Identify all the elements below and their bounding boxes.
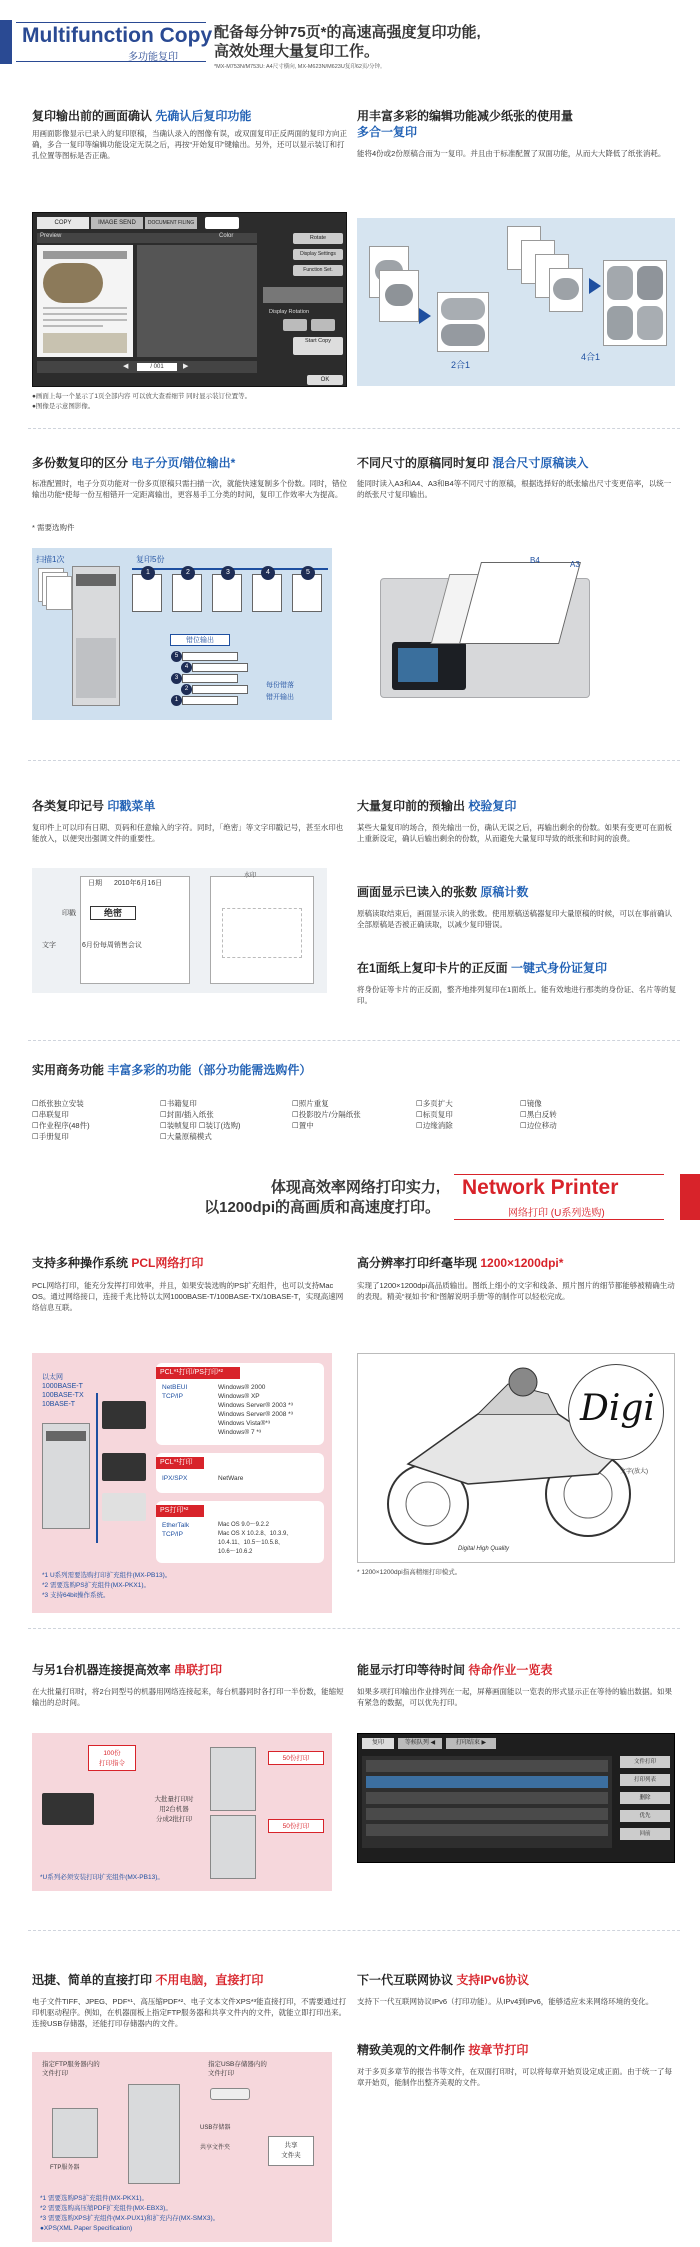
zoom-caption: 文字(放大) [620,1469,648,1475]
feature-item: ☐投影胶片/分隔纸张 [292,1110,361,1119]
n-up-title: 用丰富多彩的编辑功能减少纸张的使用量 多合一复印 [357,109,574,139]
set-number-badge: 3 [221,566,235,580]
queue-row-selected[interactable] [366,1776,608,1788]
shared-folder-icon: 共享 文件夹 [268,2136,314,2166]
windows-os-list: Windows® 2000 Windows® XP Windows Server® 2003 *³ Windows Server® 2008 *³ Windows Vista®*³ Windows® 7 *³ [218,1384,293,1436]
protocol-ethertalk-tcpip: EtherTalk TCP/IP [162,1522,190,1538]
tab-document-filing[interactable]: DOCUMENT FILING [145,217,197,229]
copy-5-label: 复印5份 [136,555,165,564]
chapter-print-body: 对于多页多章节的报告书等文件，在双面打印时，可以将每章开始页设定成正面。由于统一了每章开始页，能制作出整齐美观的文件。 [357,2067,672,2087]
zoomed-text: Digi [580,1388,655,1429]
fruit-image [607,266,633,300]
mac-os-list: Mac OS 9.0～9.2.2 Mac OS X 10.2.8、10.3.9、 10.4.11、10.5～10.5.8、 10.6～10.6.2 [218,1522,293,1555]
stamp-diagram [32,868,327,993]
feature-item: ☐镜像 [520,1099,542,1108]
usb-stick-icon [210,2088,250,2100]
offset-output-label: 错位输出 [170,634,230,646]
shared-folder-label: 共享文件夹 [200,2145,231,2151]
stamp-body: 复印件上可以印有日期、页码和任意输入的字符。同时，「绝密」等文字印戳记号，甚至水印也能放入，以便突出强调文件的重要性。 [32,823,344,843]
printer-b [210,1815,256,1879]
text-label: 文字 [42,942,56,949]
header-footnote: *MX-M753N/M753U: A4尺寸横向, MX-M623N/M623U复印62页/分钟。 [214,64,386,70]
feature-item: ☐边位移动 [520,1121,557,1130]
text-line [43,325,103,327]
feature-item: ☐装帧复印 ☐装订(选购) [160,1121,241,1130]
ethernet-label: 以太网 1000BASE-T 100BASE-TX 10BASE-T [42,1374,84,1408]
a3-label: A3 [570,560,580,569]
feature-item: ☐串联复印 [32,1110,69,1119]
function-set-button[interactable]: Function Set. [293,265,343,276]
fruit-image [441,298,485,320]
print-50-b: 50份打印 [268,1819,324,1833]
fruit-image [441,324,485,346]
stamp-confidential: 绝密 [90,906,136,920]
offset-stack [174,652,252,716]
fruit-image [637,266,663,300]
next-page-icon[interactable]: ▶ [183,363,189,370]
feature-item: ☐封面/插入纸张 [160,1110,214,1119]
ftp-print-label: 指定FTP服务器内的 文件打印 [42,2061,100,2077]
print-list-button[interactable]: 打印列表 [620,1774,670,1786]
high-res-illustration [357,1353,675,1563]
proof-copy-body: 某些大量复印的场合，预先输出一份，确认无误之后，再输出剩余的份数。如果有变更可在面板上重新设定，确认后输出剩余的份数，从而避免大量复印导致的纸张和时间的浪费。 [357,823,672,843]
feature-list-col-4 [416,1098,453,1131]
ipv6-title: 下一代互联网协议 支持IPv6协议 [357,1973,530,1987]
fruit-image [385,284,413,306]
set-number-badge: 3 [171,673,182,684]
direct-print-diagram [32,2052,332,2242]
feature-list-col-2 [160,1098,241,1142]
set-number-badge: 2 [181,684,192,695]
right-button-column [263,233,343,357]
high-res-title: 高分辨率打印纤毫毕现 1200×1200dpi* [357,1256,564,1270]
back-button[interactable]: 回前 [620,1828,670,1840]
feature-item: ☐纸张独立安装 [32,1099,84,1108]
mixed-originals-title: 不同尺寸的原稿同时复印 混合尺寸原稿读入 [357,456,589,470]
display-rotation-label: Display Rotation [269,309,310,315]
watermark-label: 水印 [244,873,257,879]
offset-sheet [174,674,238,683]
chapter-print-title: 精致美观的文件制作 按章节打印 [357,2043,529,2057]
text-value: 6月份每周销售会议 [82,942,142,949]
watermark-mark [222,908,302,958]
arrow-icon [419,308,431,324]
direct-print-body: 电子文件TIFF、JPEG、PDF*¹、高压缩PDF*²、电子文本文件XPS*³能直接打印，不需要通过打印机驱动程序。例如，在机器面板上指定FTP服务器和共享文件内的文件，就能立即打印出来。连接USB存储器，还能打印存储器内的文件。 [32,1997,347,2028]
sets-row [132,569,328,614]
page-photo-strip [43,333,127,353]
divider [28,760,680,761]
usb-print-label: 指定USB存储器内的 文件打印 [208,2061,267,2077]
ps-tag: PS打印*² [156,1505,204,1517]
business-features-title: 实用商务功能 丰富多彩的功能（部分功能需选购件） [32,1063,312,1077]
preview-canvas [137,245,257,357]
copy-set [212,569,242,612]
direct-note-2: *2 需要选购高压缩PDF扩充组件(MX-EBX3)。 [40,2205,172,2212]
divider [28,428,680,429]
pcl-box [156,1453,324,1493]
direct-print-title: 迅捷、简单的直接打印 不用电脑，直接打印 [32,1973,264,1987]
file-print-button[interactable]: 文件打印 [620,1756,670,1768]
tab-copy[interactable]: COPY [37,217,89,229]
feature-list-col-1 [32,1098,90,1142]
network-accent-bar [680,1174,700,1220]
copy-set [252,569,282,612]
feature-list-col-3 [292,1098,361,1131]
feature-item: ☐置中 [292,1121,314,1130]
tab-image-send[interactable]: IMAGE SEND [91,217,143,229]
pcl-note-1: *1 U系列需要选购打印扩充组件(MX-PB13)。 [42,1572,172,1579]
pcl-tag: PCL*¹打印 [156,1457,204,1469]
priority-button[interactable]: 优先 [620,1810,670,1822]
divider [28,1628,680,1629]
offset-sheet [184,685,248,694]
set-number-badge: 4 [181,662,192,673]
preview-note-1: ●画面上每一个显示了1页全部内容 可以放大查看细节 同时显示装订位置等。 [32,393,252,400]
copier-trays [76,638,116,698]
prev-page-icon[interactable]: ◀ [123,363,129,370]
arrow-icon [589,278,601,294]
network-headline-1: 体现高效率网络打印实力, [270,1179,440,1196]
tandem-diagram [32,1733,332,1891]
rotate-left-button[interactable] [283,319,307,331]
b4-label: B4 [530,556,540,565]
printer-a [210,1747,256,1811]
feature-item: ☐书籍复印 [160,1099,197,1108]
delete-button[interactable]: 删除 [620,1792,670,1804]
start-copy-button[interactable]: Start Copy [293,337,343,355]
ipv6-body: 支持下一代互联网协议IPv6（打印功能）。从IPv4到IPv6，能够适应未来网络环境的变化。 [357,1997,654,2006]
tandem-print-title: 与另1台机器连接提高效率 串联打印 [32,1663,223,1677]
feature-item: ☐黑白反转 [520,1110,557,1119]
copy-set [292,569,322,612]
tab-complete[interactable]: 打印结束 ▶ [446,1738,496,1749]
fruit-image [637,306,663,340]
tab-copy[interactable]: 复印 [362,1738,394,1749]
sharp-osa-logo [205,217,239,229]
protocol-ipx-spx: IPX/SPX [162,1475,188,1482]
ftp-server-icon [52,2108,98,2158]
divider [28,1040,680,1041]
protocol-netbeui-tcpip: NetBEUI TCP/IP [162,1384,188,1400]
job-queue-screen [357,1733,675,1863]
color-label: Color [219,233,234,239]
page-nav-bar [37,361,257,373]
set-number-badge: 1 [171,695,182,706]
sort-offset-note: * 需要选购件 [32,523,75,532]
pcl-os-diagram [32,1353,332,1613]
set-number-badge: 5 [171,651,182,662]
laptop-icon [42,1793,94,1825]
print-100-bubble: 100份 打印指令 [88,1745,136,1771]
stamped-page [80,876,190,984]
network-headline-2: 以1200dpi的高画质和高速度打印。 [204,1199,440,1216]
fruit-image [553,278,579,300]
date-value: 2010年6月16日 [114,880,163,887]
ok-button[interactable]: OK [307,375,343,385]
id-card-copy-title: 在1面纸上复印卡片的正反面 一键式身份证复印 [357,961,608,975]
page-subtitle: 多功能复印 [128,52,178,63]
feature-item: ☐作业程序(48件) [32,1121,90,1130]
page-counter: / 001 [137,363,177,371]
feature-item: ☐大量原稿模式 [160,1132,212,1141]
id-card-copy-body: 将身份证等卡片的正反面，整齐地排列复印在1面纸上。能有效地进行那类的身份证、名片等的复印。 [357,985,677,1005]
job-queue-title: 能显示打印等待时间 待命作业一览表 [357,1663,553,1677]
copy-set [132,569,162,612]
pcl-body: PCL网络打印，能充分发挥打印效率，并且，如果安装选购的PS扩充组件，也可以支持Mac OS。通过网络接口，连接千兆比特以太网1000BASE-T/100BASE-TX/10BASE-T，实现高速网络信息互联。 [32,1281,344,1312]
divider [28,1930,680,1931]
network-line [96,1393,98,1543]
sort-offset-title: 多份数复印的区分 电子分页/错位输出* [32,456,236,470]
netware-os: NetWare [218,1475,244,1482]
rotate-right-button[interactable] [311,319,335,331]
tandem-print-body: 在大批量打印时，将2台同型号的机器用网络连接起来，每台机器同时各打印一半份数，能缩短输出的总时间。 [32,1687,344,1707]
pcl-note-3: *3 支持64bit操作系统。 [42,1592,110,1599]
text-line [43,319,127,321]
original-stack [46,576,72,610]
feature-item: ☐照片重复 [292,1099,329,1108]
mixed-originals-body: 能同时读入A3和A4、A3和B4等不同尺寸的原稿，根据选择好的纸张输出尺寸变更倍率，以统一的纸张尺寸复印输出。 [357,479,672,499]
scan-once-label: 扫描1次 [36,555,65,564]
original-count-title: 画面显示已读入的张数 原稿计数 [357,885,529,899]
four-in-one-label: 4合1 [581,352,601,362]
pcl-ps-tag: PCL*¹打印/PS打印*² [156,1367,240,1379]
queue-row[interactable] [366,1824,608,1836]
direct-note-3: *3 需要选购XPS扩充组件(MX-PUX1)和扩充内存(MX-SMX3)。 [40,2215,220,2222]
preview-note-2: ●图像是示意图影像。 [32,403,95,410]
page-heading-block [43,251,127,259]
original-count-body: 原稿读取结束后，画面显示读入的张数。使用原稿送稿器复印大量原稿的时候，可以在事前确认全部原稿是否被正确读取，以减少复印错误。 [357,909,672,929]
offset-sheet [184,663,248,672]
zoom-slider-track[interactable] [263,287,343,303]
queue-row[interactable] [366,1760,608,1772]
preview-page [37,245,133,357]
printer-panel [46,1431,86,1441]
feature-list-col-5 [520,1098,557,1131]
rotate-button[interactable]: Rotate [293,233,343,244]
high-res-note: * 1200×1200dpi指高精细打印模式。 [357,1569,462,1576]
pcl-title: 支持多种操作系统 PCL网络打印 [32,1256,204,1270]
feature-item: ☐标页复印 [416,1110,453,1119]
feature-item: ☐手册复印 [32,1132,69,1141]
mac-icon [102,1493,146,1521]
set-number-badge: 1 [141,566,155,580]
stamp-label: 印戳 [62,910,76,917]
fruit-photo [43,263,103,303]
fruit-image [607,306,633,340]
headline-line-2: 高效处理大量复印工作。 [214,43,380,60]
direct-note-1: *1 需要选购PS扩充组件(MX-PKX1)。 [40,2195,148,2202]
sort-offset-diagram [32,548,332,720]
set-number-badge: 5 [301,566,315,580]
set-number-badge: 4 [261,566,275,580]
stamp-title: 各类复印记号 印戳菜单 [32,799,156,813]
usb-label: USB存储器 [200,2125,231,2131]
copy-set [172,569,202,612]
preview-copy-title: 复印输出前的画面确认 先确认后复印功能 [32,109,252,123]
n-up-body: 能将4份或2份原稿合而为一复印。并且由于标准配置了双面功能，从而大大降低了纸张消耗。 [357,149,666,158]
text-line [43,307,127,309]
preview-copy-body: 用画面影像显示已录入的复印原稿，当确认录入的图像有误，或双面复印正反两面的复印方向正确，多合一复印等编辑功能设定无误之后，再按“开始复印”键输出。另外，还可以显示装订和打孔位置等图标是否正确。 [32,129,347,160]
header-accent-bar [0,20,12,64]
tandem-note: *U系列必须安装打印扩充组件(MX-PB13)。 [40,1874,164,1881]
tab-queue[interactable]: 等候队列 ◀ [398,1738,442,1749]
set-number-badge: 2 [181,566,195,580]
offset-sheet [174,652,238,661]
offset-caption: 每份错落 错开输出 [266,682,294,701]
mfp-machine [128,2084,180,2184]
page-title: Multifunction Copy [22,24,213,47]
proof-copy-title: 大量复印前的预输出 校验复印 [357,799,517,813]
queue-row[interactable] [366,1792,608,1804]
queue-row[interactable] [366,1808,608,1820]
laptop-icon [102,1453,146,1481]
copier-panel [76,574,116,586]
bike-caption: Digital High Quality [458,1546,510,1552]
queue-side-buttons [620,1756,670,1848]
tandem-caption: 大批量打印时 用2台机器 分成2批打印 [154,1796,194,1823]
n-up-diagram [357,218,675,386]
feature-item: ☐多页扩大 [416,1099,453,1108]
ftp-server-label: FTP服务器 [50,2165,80,2171]
network-printer-subtitle: 网络打印 (U系列选购) [508,1208,605,1219]
copier-preview-screen [32,212,347,387]
preview-bar: Preview [37,233,257,243]
pcl-note-2: *2 需要选购PS扩充组件(MX-PKX1)。 [42,1582,150,1589]
two-in-one-label: 2合1 [451,360,471,370]
display-settings-button[interactable]: Display Settings [293,249,343,260]
offset-sheet [174,696,238,705]
headline-line-1: 配备每分钟75页*的高速高强度复印功能, [214,24,481,41]
touch-screen [398,648,438,682]
queue-list [362,1756,612,1848]
laptop-icon [102,1401,146,1429]
high-res-body: 实现了1200×1200dpi高品质输出。图纸上细小的文字和线条、照片图片的细节都能够被精确生动的表现。精美“视如书”和“图解说明手册”等的制作可以轻松完成。 [357,1281,675,1301]
job-queue-body: 如果多项打印输出作业排列在一起，屏幕画面能以一览表的形式显示正在等待的输出数据。如果有紧急的数据，可以优先打印。 [357,1687,672,1707]
print-50-a: 50份打印 [268,1751,324,1765]
pcl-ps-box [156,1363,324,1445]
mixed-originals-photo [380,548,600,720]
date-label: 日期 [88,880,102,887]
direct-note-4: ●XPS(XML Paper Specification) [40,2225,133,2232]
sort-offset-body: 标准配置时，电子分页功能对一份多页原稿只需扫描一次，就能快速复制多个份数。同时，错位输出功能*使每一份互相错开一定距离输出，更容易手工分类的时间，复印工作效率大为提高。 [32,479,347,499]
text-line [43,313,127,315]
network-printer-title: Network Printer [462,1176,619,1199]
ps-box [156,1501,324,1563]
feature-item: ☐边缘消除 [416,1121,453,1130]
